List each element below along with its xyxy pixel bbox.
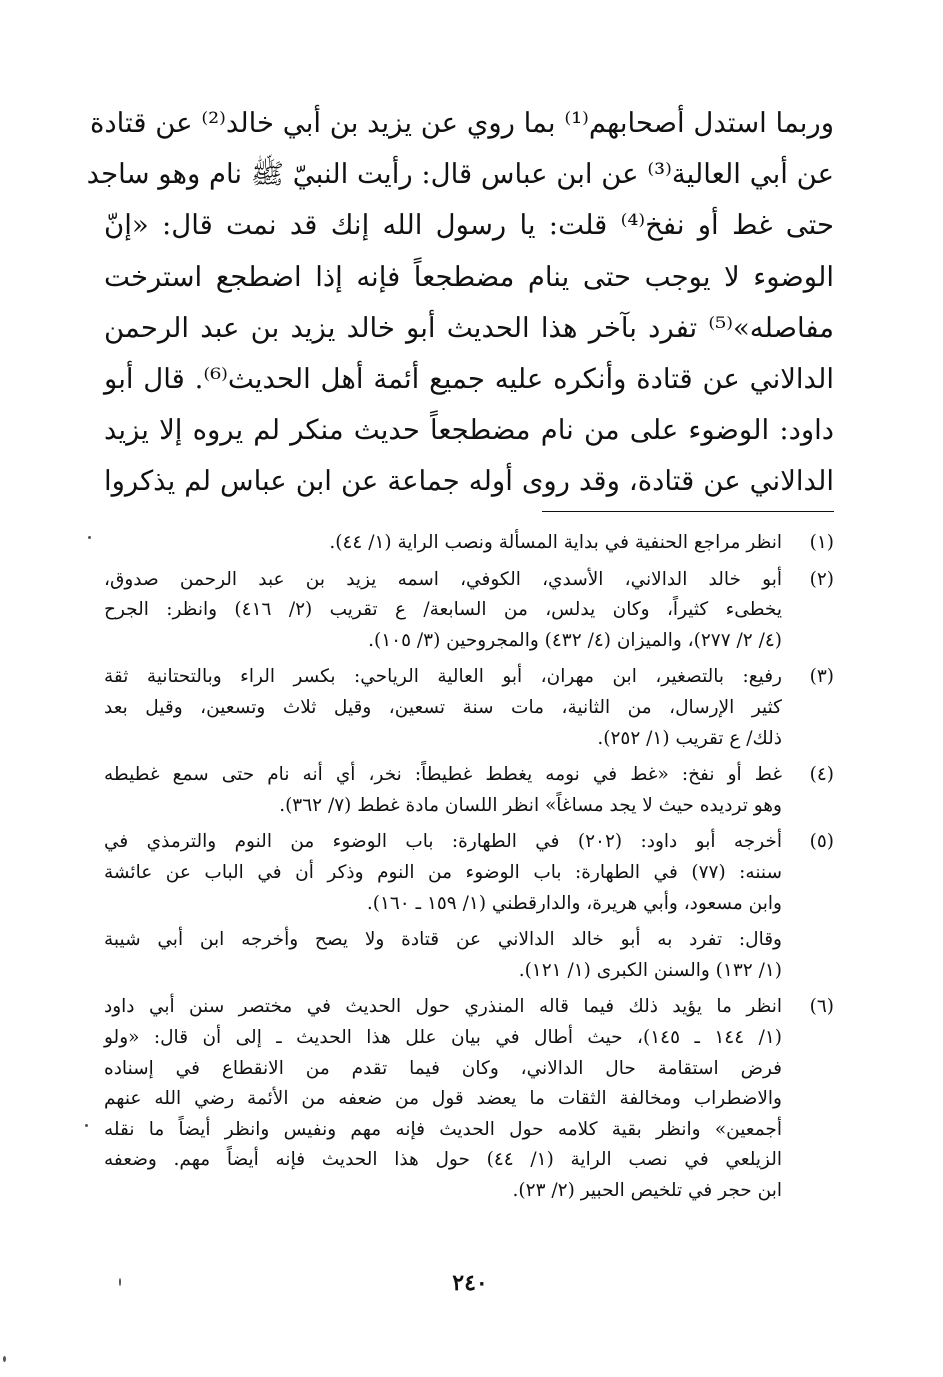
main-text-line: الدالاني عن قتادة وأنكره عليه جميع أئمة أهل الحديث⁽⁶⁾. قال أبو (104, 362, 834, 395)
footnote-line: (٤/ ٢/ ٢٧٧)، والميزان (٤/ ٤٣٢) والمجروحين (٣/ ١٠٥). (368, 629, 782, 651)
footnote-line: وهو ترديده حيث لا يجد مساغاً» انظر اللسان مادة غطط (٧/ ٣٦٢). (279, 794, 782, 816)
scan-speck (3, 1356, 6, 1362)
footnote-paragraph (104, 760, 782, 821)
footnote-line: فرض استقامة حال الدالاني، وكان فيما تقدم من الانقطاع في إسناده (104, 1057, 782, 1079)
footnote-paragraph (104, 565, 782, 657)
scan-speck (119, 1278, 121, 1286)
footnote-paragraph (104, 925, 782, 986)
footnote-number: (٣) (809, 666, 834, 688)
footnote-line: ابن حجر في تلخيص الحبير (٢/ ٢٣). (512, 1179, 782, 1201)
main-text-line: عن أبي العالية⁽³⁾ عن ابن عباس قال: رأيت النبيّ ﷺ نام وهو ساجد (86, 158, 834, 191)
footnote-line: أخرجه أبو داود: (٢٠٢) في الطهارة: باب الوضوء من النوم والترمذي في (104, 831, 782, 853)
footnote-line: يخطىء كثيراً، وكان يدلس، من السابعة/ ع تقريب (٢/ ٤١٦) وانظر: الجرح (104, 599, 782, 621)
footnote-line: ذلك/ ع تقريب (١/ ٢٥٢). (597, 727, 782, 749)
footnote-separator-rule (542, 511, 834, 512)
footnote-line: الزيلعي في نصب الراية (١/ ٤٤) حول هذا الحديث فإنه أيضاً مهم. وضعفه (104, 1149, 782, 1171)
footnote-line: أجمعين» وانظر بقية كلامه حول الحديث فإنه مهم ونفيس وانظر أيضاً ما نقله (104, 1118, 782, 1140)
scan-speck (88, 536, 91, 539)
footnote-number: (٦) (809, 996, 834, 1018)
main-text-line: الوضوء لا يوجب حتى ينام مضطجعاً فإنه إذا اضطجع استرخت (104, 260, 834, 293)
footnote-line: انظر مراجع الحنفية في بداية المسألة ونصب الراية (١/ ٤٤). (329, 532, 782, 553)
main-text-line: داود: الوضوء على من نام مضطجعاً حديث منكر لم يروه إلا يزيد (104, 414, 834, 447)
footnote-number: (٢) (809, 568, 834, 590)
footnote-1 (104, 528, 834, 559)
main-text-body (86, 98, 834, 508)
page-number: ٢٤٠ (452, 1270, 488, 1296)
main-text-line: الدالاني عن قتادة، وقد روى أوله جماعة عن ابن عباس لم يذكروا (104, 465, 834, 498)
footnote-line: أبو خالد الدالاني، الأسدي، الكوفي، اسمه يزيد بن عبد الرحمن صدوق، (104, 568, 782, 590)
main-text-line: حتى غط أو نفخ⁽⁴⁾ قلت: يا رسول الله إنك قد نمت قال: «إنّ (104, 209, 834, 242)
footnote-5 (104, 827, 834, 986)
footnote-line: (١/ ١٣٢) والسنن الكبرى (١/ ١٢١). (518, 959, 782, 981)
footnote-paragraph (104, 528, 782, 559)
footnote-line: رفيع: بالتصغير، ابن مهران، أبو العالية الرياحي: بكسر الراء وبالتحتانية ثقة (104, 666, 782, 688)
footnote-line: (١/ ١٤٤ ـ ١٤٥)، حيث أطال في بيان علل هذا الحديث ـ إلى أن قال: «ولو (104, 1026, 782, 1048)
footnote-line: والاضطراب ومخالفة الثقات ما يعضد قول من ضعفه من الأئمة رضي الله عنهم (104, 1088, 782, 1110)
main-text-line: وربما استدل أصحابهم⁽¹⁾ بما روي عن يزيد بن أبي خالد⁽²⁾ عن قتادة (90, 107, 834, 139)
main-text-line: مفاصله»⁽⁵⁾ تفرد بآخر هذا الحديث أبو خالد يزيد بن عبد الرحمن (104, 311, 834, 344)
scan-speck (85, 1124, 88, 1127)
footnote-6 (104, 992, 834, 1206)
footnote-4 (104, 760, 834, 821)
footnote-line: غط أو نفخ: «غط في نومه يغطط غطيطاً: نخر، أي أنه نام حتى سمع غطيطه (104, 764, 782, 786)
footnote-line: كثير الإرسال، من الثانية، مات سنة تسعين، وقيل ثلاث وتسعين، وقيل بعد (104, 696, 782, 718)
footnote-line: سننه: (٧٧) في الطهارة: باب الوضوء من النوم وذكر أن في الباب عن عائشة (104, 861, 782, 883)
footnote-number: (٤) (809, 764, 834, 786)
footnote-paragraph (104, 992, 782, 1206)
footnote-number: (١) (809, 532, 834, 553)
footnote-line: وقال: تفرد به أبو خالد الدالاني عن قتادة ولا يصح وأخرجه ابن أبي شيبة (104, 929, 782, 951)
footnote-line: انظر ما يؤيد ذلك فيما قاله المنذري حول الحديث في مختصر سنن أبي داود (104, 996, 782, 1018)
footnote-paragraph (104, 827, 782, 919)
footnote-3 (104, 662, 834, 754)
footnote-2 (104, 565, 834, 657)
footnote-number: (٥) (809, 831, 834, 853)
footnotes-section (104, 522, 834, 1211)
footnote-paragraph (104, 662, 782, 754)
footnote-line: وابن مسعود، وأبي هريرة، والدارقطني (١/ ١٥٩ ـ ١٦٠). (366, 892, 782, 914)
